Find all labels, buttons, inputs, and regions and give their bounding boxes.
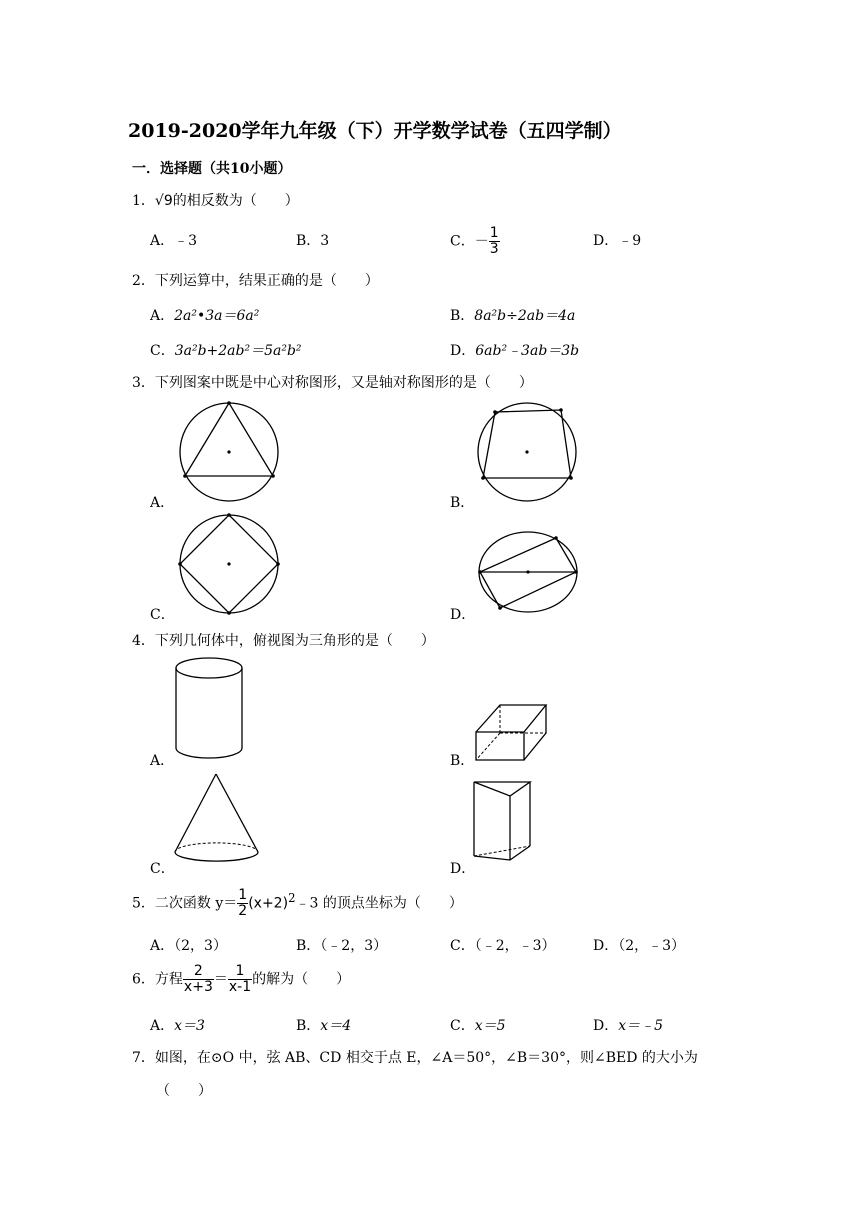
question-number: 1． (132, 193, 155, 209)
q6-option-a: A．x＝3 (150, 1018, 205, 1034)
question-6: 6．方程 $\frac{2}{x+3}$ ＝ $\frac{1}{x-1}$ 的解为（ ） (132, 963, 351, 995)
question-5: 5．二次函数 y＝ $\frac{1}{2}$ $(x+2)^2﹣3$ 的顶点坐标为（ ） (132, 887, 463, 919)
q2-option-b: B．8a²b÷2ab＝4a (450, 308, 576, 324)
question-stem: 下列运算中，结果正确的是（ ） (154, 273, 379, 289)
q5-option-c: C．（﹣2，﹣3） (450, 938, 556, 954)
fraction: $\frac{1}{3}$ (489, 225, 499, 257)
q4-option-a-label: A． (150, 753, 175, 769)
fraction-lhs: $\frac{2}{x+3}$ (183, 963, 213, 995)
question-number: 4． (132, 633, 155, 649)
q6-option-c: C．x＝5 (450, 1018, 506, 1034)
question-1 (132, 190, 299, 210)
question-2 (132, 270, 379, 290)
question-7-continuation: （ ） (156, 1083, 212, 1099)
question-stem: 如图，在⊙O 中，弦 AB、CD 相交于点 E，∠A＝50°，∠B＝30°，则∠BED 的大小为 (154, 1050, 698, 1066)
figure-circle-parallelogram (476, 530, 580, 612)
radical-expression: √9 (154, 193, 173, 209)
figure-circle-square (178, 514, 280, 616)
figure-cuboid (474, 702, 550, 764)
q2-option-d: D．6ab²﹣3ab＝3b (450, 343, 580, 359)
figure-cylinder (174, 656, 244, 762)
figure-circle-triangle (178, 402, 280, 504)
figure-circle-trapezoid (475, 402, 579, 504)
q2-option-c: C．3a²b+2ab²＝5a²b² (150, 343, 302, 359)
fraction-rhs: $\frac{1}{x-1}$ (228, 963, 252, 995)
q3-option-d-label: D． (450, 607, 476, 623)
q4-option-d-label: D． (450, 861, 476, 877)
figure-triangular-prism (472, 780, 534, 870)
q3-option-c-label: C． (150, 607, 175, 623)
q3-option-b-label: B． (450, 495, 475, 511)
q6-option-d: D．x＝﹣5 (593, 1018, 664, 1034)
question-stem: 下列图案中既是中心对称图形，又是轴对称图形的是（ ） (154, 375, 533, 391)
question-4 (132, 630, 435, 650)
question-number: 2． (132, 273, 155, 289)
page-title: 2019-2020学年九年级（下）开学数学试卷（五四学制） (128, 120, 622, 142)
q1-option-a: A．﹣3 (150, 233, 198, 249)
question-stem: 下列几何体中，俯视图为三角形的是（ ） (154, 633, 435, 649)
question-number: 6． (132, 971, 155, 988)
q1-option-b: B．3 (296, 233, 330, 249)
q2-option-a: A．2a²•3a＝6a² (150, 308, 260, 324)
q6-option-b: B．x＝4 (296, 1018, 352, 1034)
figure-cone (172, 772, 262, 868)
q4-option-c-label: C． (150, 861, 175, 877)
q5-option-b: B．（﹣2，3） (296, 938, 388, 954)
question-number: 5． (132, 895, 155, 912)
q4-option-b-label: B． (450, 753, 475, 769)
q3-option-a-label: A． (150, 495, 175, 511)
question-stem: 的相反数为（ ） (172, 193, 299, 209)
fraction: $\frac{1}{2}$ (238, 887, 248, 919)
q5-option-d: D．（2，﹣3） (593, 938, 686, 954)
question-3 (132, 372, 533, 392)
q5-option-a: A．（2，3） (150, 938, 227, 954)
q1-option-c: C．－ $\frac{1}{3}$ (450, 225, 499, 257)
question-7 (132, 1047, 698, 1067)
question-number: 7． (132, 1050, 155, 1066)
section-heading: 一．选择题（共10小题） (132, 161, 292, 177)
question-number: 3． (132, 375, 155, 391)
q1-option-d: D．﹣9 (593, 233, 642, 249)
